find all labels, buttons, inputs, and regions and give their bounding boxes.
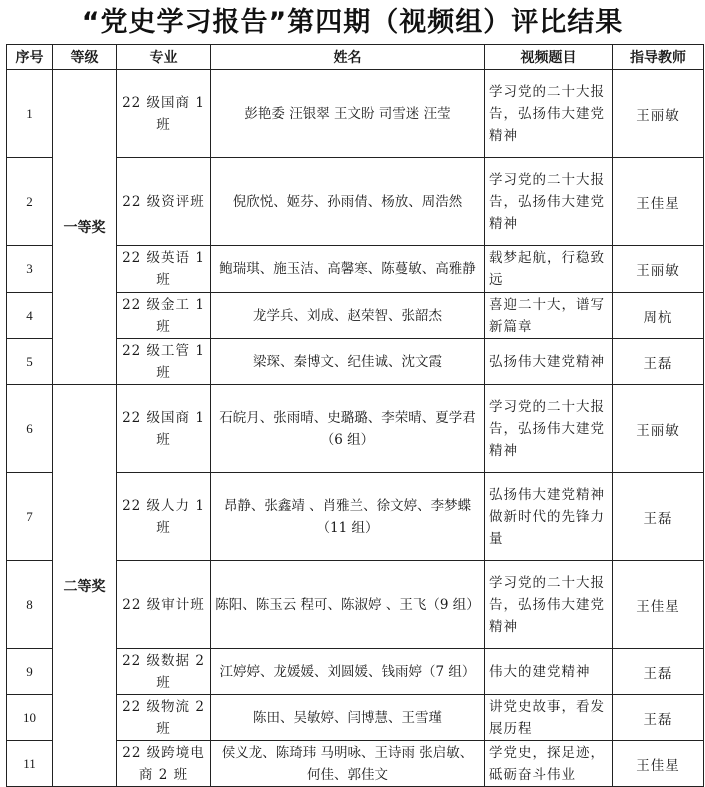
row-teacher: 周杭 (613, 293, 704, 339)
row-number: 1 (7, 70, 53, 158)
row-teacher: 王丽敏 (613, 70, 704, 158)
header-names: 姓名 (211, 45, 485, 70)
page-title: “党史学习报告”第四期（视频组）评比结果 (81, 7, 624, 38)
row-major: 22 级物流 2 班 (117, 695, 211, 741)
row-video-title: 学习党的二十大报告，弘扬伟大建党精神 (485, 70, 613, 158)
row-teacher: 王磊 (613, 473, 704, 561)
row-number: 8 (7, 561, 53, 649)
row-major: 22 级资评班 (117, 158, 211, 246)
row-teacher: 王磊 (613, 649, 704, 695)
row-teacher: 王丽敏 (613, 385, 704, 473)
level-second-prize: 二等奖 (53, 385, 117, 787)
row-names: 倪欣悦、姬芬、孙雨倩、杨放、周浩然 (211, 158, 485, 246)
row-video-title: 学习党的二十大报告，弘扬伟大建党精神 (485, 561, 613, 649)
row-number: 4 (7, 293, 53, 339)
row-major: 22 级英语 1 班 (117, 246, 211, 293)
row-teacher: 王磊 (613, 339, 704, 385)
row-teacher: 王佳星 (613, 741, 704, 787)
row-video-title: 学党史，探足迹，砥砺奋斗伟业 (485, 741, 613, 787)
row-video-title: 学习党的二十大报告，弘扬伟大建党精神 (485, 158, 613, 246)
row-names: 龙学兵、刘成、赵荣智、张韶杰 (211, 293, 485, 339)
row-video-title: 载梦起航，行稳致远 (485, 246, 613, 293)
row-number: 9 (7, 649, 53, 695)
header-teacher: 指导教师 (613, 45, 704, 70)
results-table (6, 44, 704, 787)
header-major: 专业 (117, 45, 211, 70)
row-major: 22 级跨境电商 2 班 (117, 741, 211, 787)
row-names: 陈田、吴敏婷、闫博慧、王雪瑾 (211, 695, 485, 741)
row-teacher: 王磊 (613, 695, 704, 741)
row-major: 22 级金工 1 班 (117, 293, 211, 339)
row-video-title: 伟大的建党精神 (485, 649, 613, 695)
row-names: 彭艳委 汪银翠 王文盼 司雪迷 汪莹 (211, 70, 485, 158)
row-teacher: 王佳星 (613, 561, 704, 649)
row-number: 11 (7, 741, 53, 787)
row-major: 22 级国商 1 班 (117, 70, 211, 158)
row-video-title: 弘扬伟大建党精神 做新时代的先锋力量 (485, 473, 613, 561)
row-number: 3 (7, 246, 53, 293)
row-names: 石皖月、张雨晴、史璐璐、李荣晴、夏学君（6 组） (211, 385, 485, 473)
row-names: 侯义龙、陈琦玮 马明咏、王诗雨 张启敏、何佳、郭佳文 (211, 741, 485, 787)
table-row (7, 385, 704, 473)
row-video-title: 讲党史故事，看发展历程 (485, 695, 613, 741)
row-video-title: 学习党的二十大报告，弘扬伟大建党精神 (485, 385, 613, 473)
level-first-prize: 一等奖 (53, 70, 117, 385)
row-major: 22 级工管 1 班 (117, 339, 211, 385)
row-major: 22 级国商 1 班 (117, 385, 211, 473)
header-video: 视频题目 (485, 45, 613, 70)
row-number: 6 (7, 385, 53, 473)
table-row (7, 70, 704, 158)
row-video-title: 喜迎二十大，谱写新篇章 (485, 293, 613, 339)
row-teacher: 王丽敏 (613, 246, 704, 293)
header-level: 等级 (53, 45, 117, 70)
row-number: 10 (7, 695, 53, 741)
row-number: 2 (7, 158, 53, 246)
row-names: 梁琛、秦博文、纪佳诚、沈文霞 (211, 339, 485, 385)
row-teacher: 王佳星 (613, 158, 704, 246)
row-names: 鲍瑞琪、施玉洁、高馨寒、陈蔓敏、高雅静 (211, 246, 485, 293)
row-major: 22 级数据 2 班 (117, 649, 211, 695)
row-major: 22 级审计班 (117, 561, 211, 649)
row-video-title: 弘扬伟大建党精神 (485, 339, 613, 385)
row-names: 昂静、张鑫靖 、肖雅兰、徐文婷、李梦蝶（11 组） (211, 473, 485, 561)
row-major: 22 级人力 1 班 (117, 473, 211, 561)
row-names: 江婷婷、龙媛媛、刘圆媛、钱雨婷（7 组） (211, 649, 485, 695)
header-row (7, 45, 704, 70)
row-number: 5 (7, 339, 53, 385)
header-no: 序号 (7, 45, 53, 70)
row-number: 7 (7, 473, 53, 561)
row-names: 陈阳、陈玉云 程可、陈淑婷 、王飞（9 组） (211, 561, 485, 649)
